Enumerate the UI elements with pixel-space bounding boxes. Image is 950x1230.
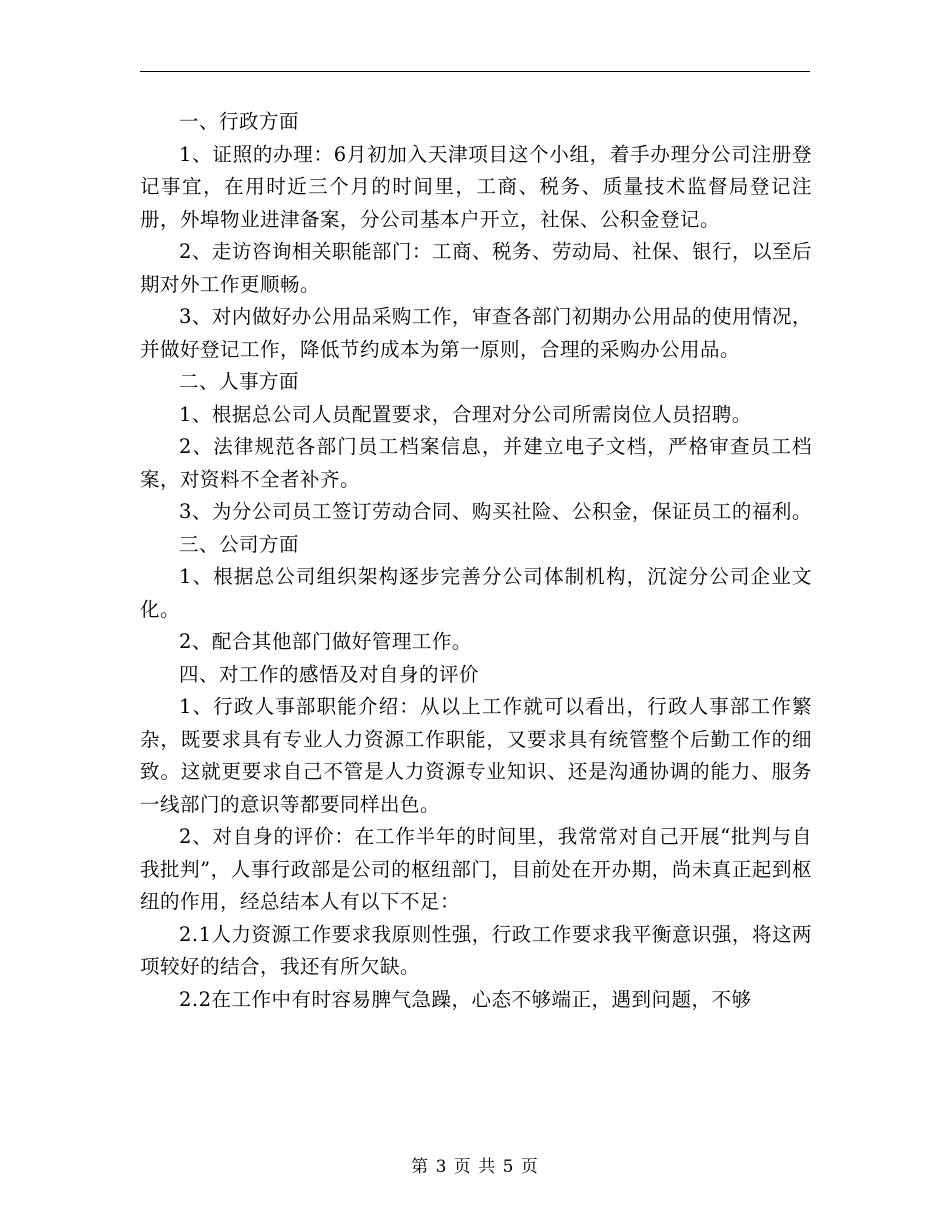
paragraph-license-processing: 1、证照的办理：6月初加入天津项目这个小组，着手办理分公司注册登记事宜，在用时近三个月的时间里，工商、税务、质量技术监督局登记注册，外埠物业进津备案，分公司基本户开立，社保、公积金登记。: [140, 142, 812, 231]
section-heading-administration: 一、行政方面: [179, 110, 300, 133]
document-body: [140, 106, 812, 1016]
paragraph-organization: 1、根据总公司组织架构逐步完善分公司体制机构，沉淀分公司企业文化。: [140, 565, 812, 621]
paragraph-department-functions: 1、行政人事部职能介绍：从以上工作就可以看出，行政人事部工作繁杂，既要求具有专业人力资源工作职能，又要求具有统管整个后勤工作的细致。这就更要求自己不管是人力资源专业知识、还是沟通协调的能力、服务一线部门的意识等都要同样出色。: [140, 695, 812, 816]
paragraph-office-supplies: 3、对内做好办公用品采购工作，审查各部门初期办公用品的使用情况，并做好登记工作，降低节约成本为第一原则，合理的采购办公用品。: [140, 305, 812, 361]
header-rule: [140, 71, 810, 72]
paragraph-self-evaluation: 2、对自身的评价：在工作半年的时间里，我常常对自己开展“批判与自我批判”，人事行政部是公司的枢纽部门，目前处在开办期，尚未真正起到枢纽的作用，经总结本人有以下不足：: [140, 825, 812, 913]
paragraph-cooperation: 2、配合其他部门做好管理工作。: [179, 630, 472, 653]
paragraph-labor-contracts: 3、为分公司员工签订劳动合同、购买社险、公积金，保证员工的福利。: [179, 500, 812, 523]
section-heading-company: 三、公司方面: [179, 532, 300, 556]
paragraph-point-2-1: 2.1人力资源工作要求我原则性强，行政工作要求我平衡意识强，将这两项较好的结合，我还有所欠缺。: [140, 922, 812, 978]
paragraph-point-2-2: 2.2在工作中有时容易脾气急躁，心态不够端正，遇到问题，不够: [179, 987, 752, 1011]
section-heading-reflection: 四、对工作的感悟及对自身的评价: [179, 662, 480, 686]
paragraph-recruitment: 1、根据总公司人员配置要求，合理对分公司所需岗位人员招聘。: [179, 402, 752, 426]
paragraph-employee-records: 2、法律规范各部门员工档案信息，并建立电子文档，严格审查员工档案，对资料不全者补齐。: [140, 435, 812, 491]
paragraph-visit-departments: 2、走访咨询相关职能部门：工商、税务、劳动局、社保、银行，以至后期对外工作更顺畅。: [140, 240, 812, 296]
section-heading-personnel: 二、人事方面: [179, 370, 300, 393]
page-number-footer: 第 3 页 共 5 页: [411, 1157, 539, 1177]
